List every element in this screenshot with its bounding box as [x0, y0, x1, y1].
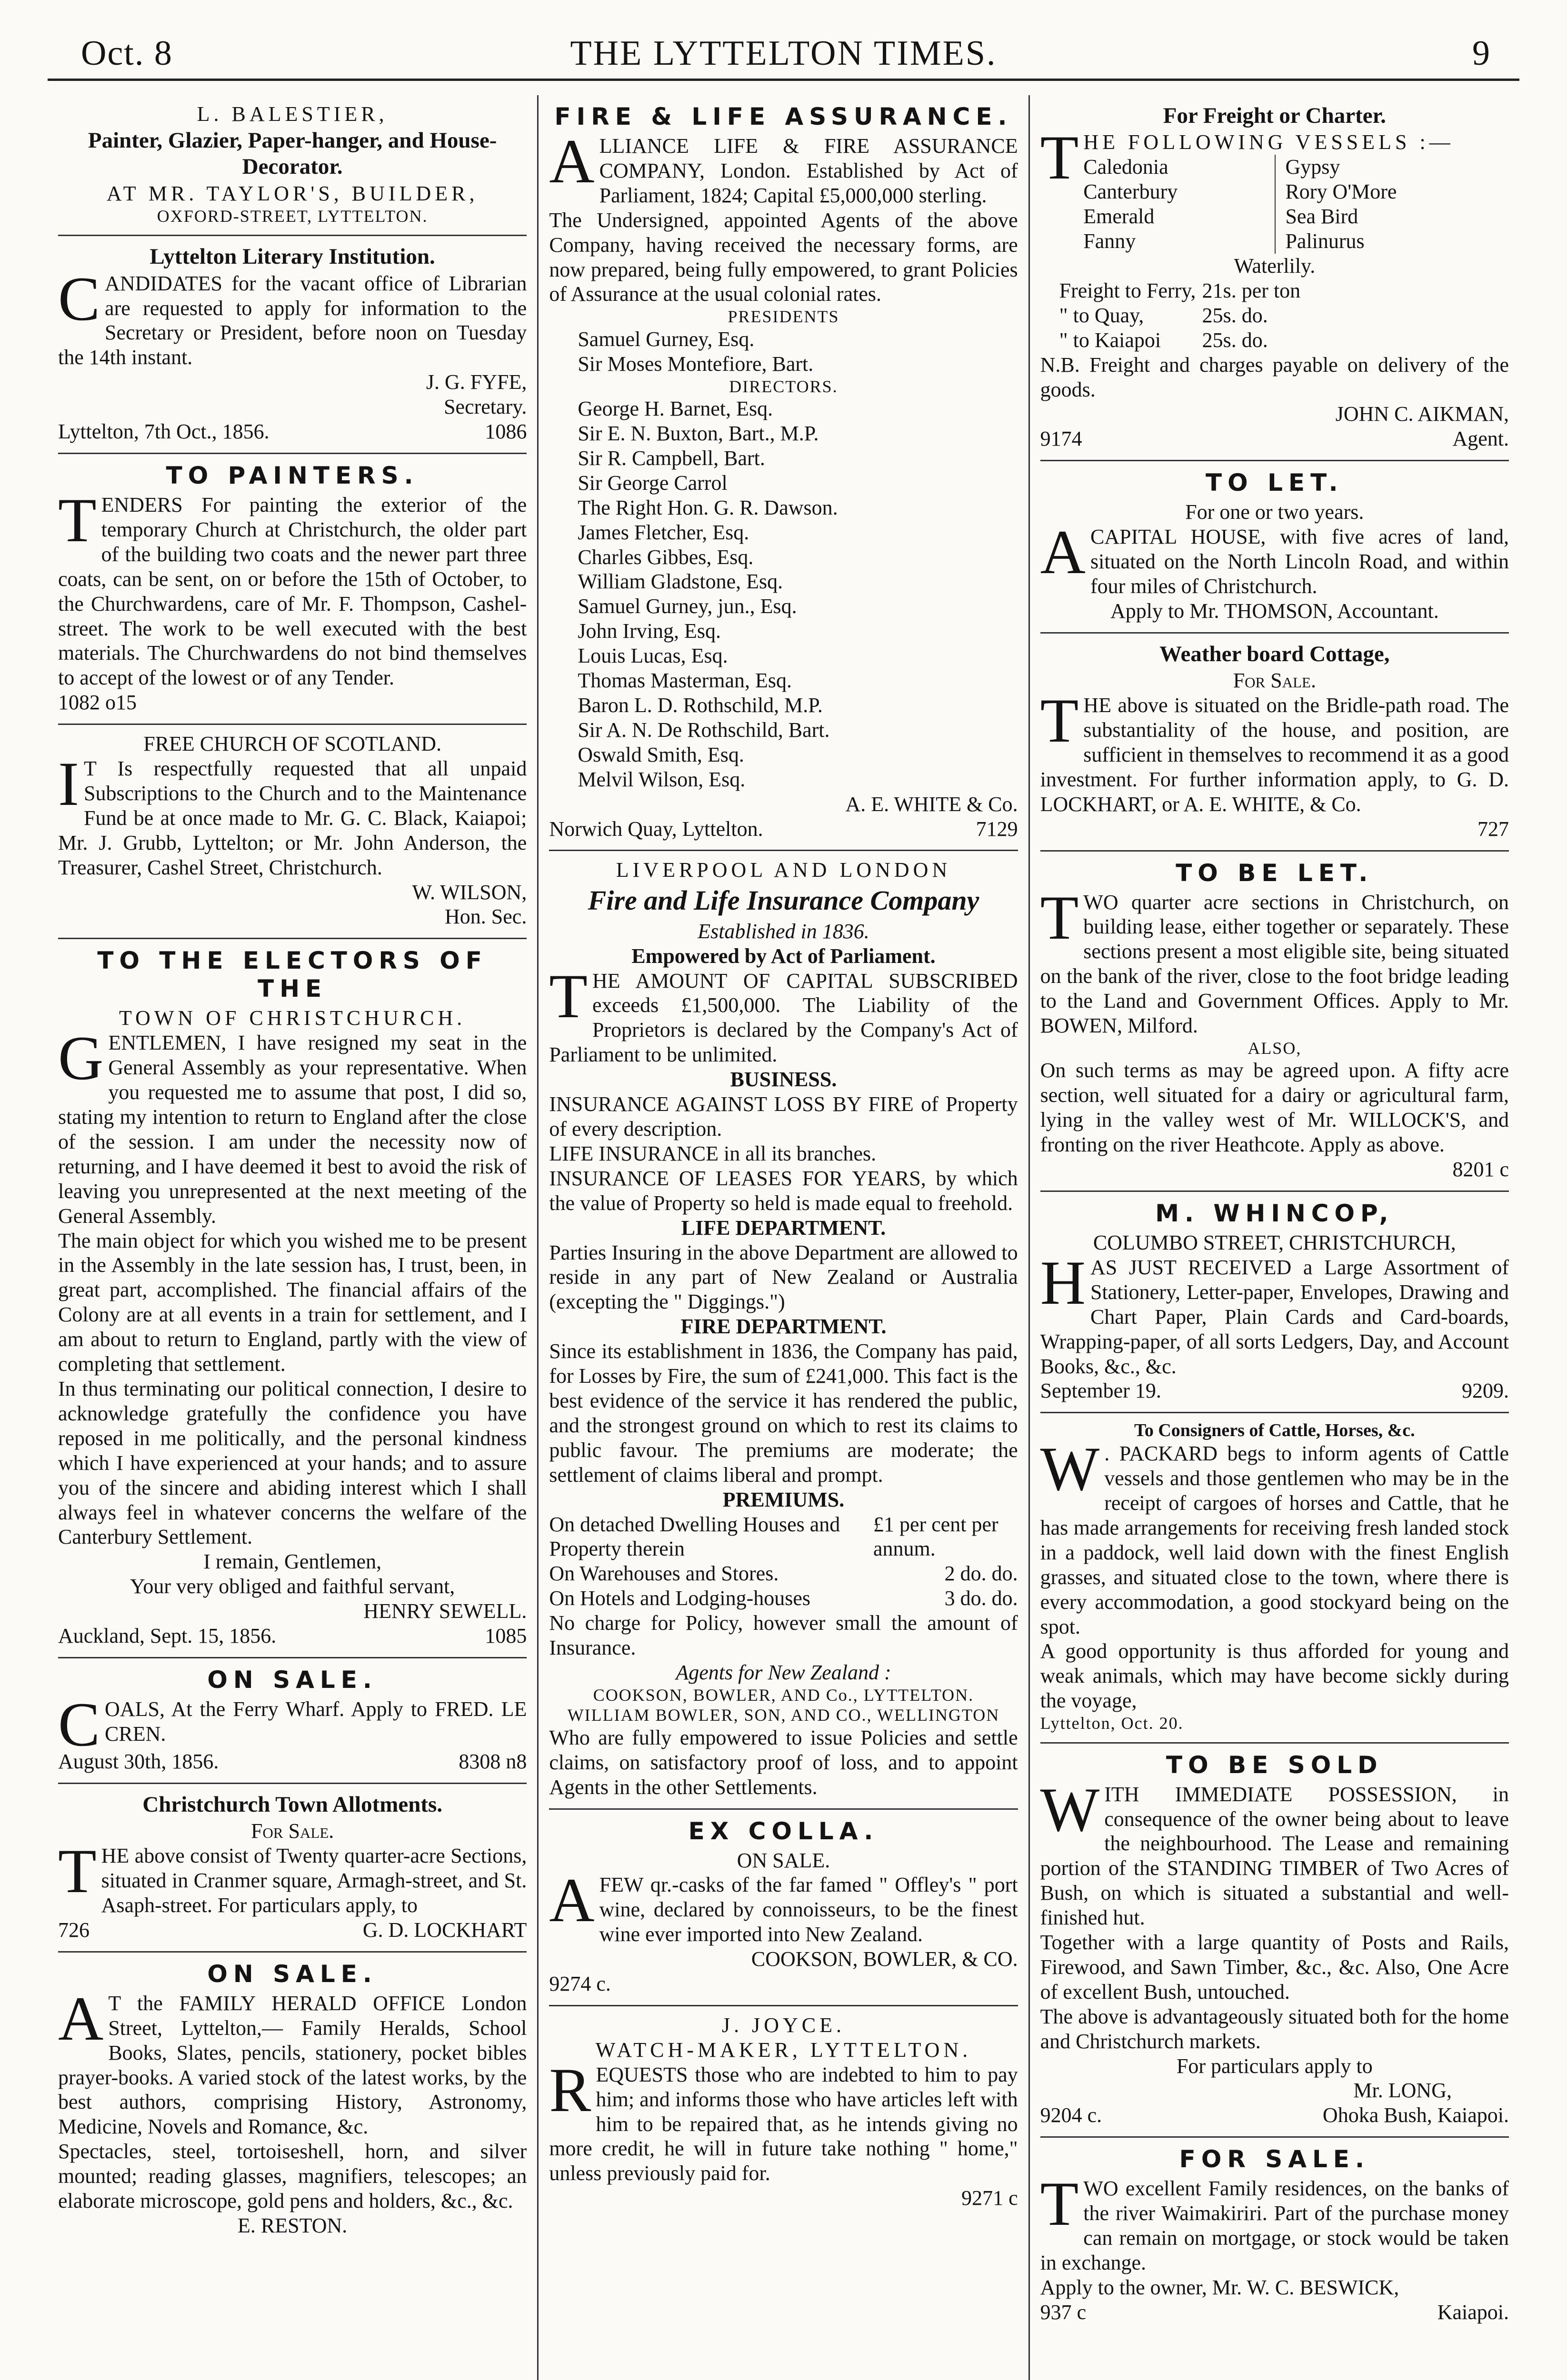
- director-name: Sir A. N. De Rothschild, Bart.: [578, 718, 830, 742]
- ad-subheading: For one or two years.: [1185, 500, 1364, 524]
- ad-signer: J. G. FYFE,: [426, 370, 527, 394]
- ad-body: OALS, At the Ferry Wharf. Apply to FRED. LE CREN.: [105, 1697, 527, 1745]
- ad-trade: Painter, Glazier, Paper-hanger, and House-Decorator.: [88, 128, 497, 179]
- drop-cap: T: [549, 961, 588, 1031]
- ad-body: T Is respectfully requested that all unpaid Subscriptions to the Church and to the Maintenance Fund be at once made to Mr. G. C. Black, Kaiapoi; Mr. J. Grubb, Lyttelton; or Mr. John Anderson, the Treasurer, Cashel Street, Christchurch.: [58, 757, 527, 879]
- newspaper-title: THE LYTTELTON TIMES.: [570, 34, 997, 73]
- vessel-name: Sea Bird: [1285, 205, 1358, 228]
- issue-date: Oct. 8: [81, 34, 173, 73]
- ad-freight-charter: [1040, 95, 1509, 461]
- drop-cap: H: [1040, 1247, 1086, 1318]
- ad-signer-title: Hon. Sec.: [445, 905, 527, 929]
- drop-cap: A: [549, 126, 595, 196]
- freight-rate: 25s. do.: [1202, 303, 1268, 327]
- vessel-name: Caledonia: [1083, 155, 1168, 179]
- ad-heading: ON SALE.: [207, 1666, 378, 1694]
- column-1: [48, 95, 537, 2380]
- ad-heading: FREE CHURCH OF SCOTLAND.: [143, 732, 442, 756]
- freight-route: " to Quay,: [1059, 303, 1144, 327]
- director-name: George H. Barnet, Esq.: [578, 397, 773, 421]
- drop-cap: R: [549, 2054, 591, 2125]
- ad-paragraph: Parties Insuring in the above Department are allowed to reside in any part of New Zealand or Australia (excepting the " Diggings."): [549, 1240, 1018, 1314]
- ad-place: Kaiapoi.: [1437, 2300, 1509, 2324]
- company-name: Fire and Life Insurance Company: [588, 885, 979, 916]
- ad-body: . PACKARD begs to inform agents of Cattle vessels and those gentlemen who may be in the receipt of cargoes of horses and Cattle, that he has made arrangements for receiving fresh landed stock in a paddock, well laid down with the finest English grasses, and situated close to the town, where there is every accommodation, a good stockyard being on the spot.: [1040, 1442, 1509, 1638]
- ad-empowered: Empowered by Act of Parliament.: [631, 944, 936, 968]
- ad-heading: ON SALE.: [207, 1960, 378, 1988]
- director-name: Thomas Masterman, Esq.: [578, 669, 792, 693]
- masthead: [48, 33, 1519, 81]
- ad-to-electors: [58, 939, 527, 1658]
- ad-ex-colla: [549, 1810, 1018, 2006]
- director-name: Sir E. N. Buxton, Bart., M.P.: [578, 422, 819, 445]
- ad-agent: A. E. WHITE & Co.: [845, 792, 1018, 816]
- ad-paragraph: Since its establishment in 1836, the Company has paid, for Losses by Fire, the sum of £241,000. This fact is the best evidence of the service it has rendered the public, and the strongest ground on which to rest its claims to public favour. The premiums are moderate; the settlement of claims liberal and prompt.: [549, 1339, 1018, 1487]
- drop-cap: T: [58, 1836, 97, 1906]
- agents-label: Agents for New Zealand :: [676, 1660, 891, 1684]
- business-item: INSURANCE OF LEASES FOR YEARS, by which the value of Property so held is made equal to freehold.: [549, 1166, 1018, 1215]
- ad-weatherboard-cottage: [1040, 634, 1509, 852]
- ad-to-be-let: [1040, 852, 1509, 1192]
- ad-for-sale: [1040, 2138, 1509, 2333]
- ad-date: September 19.: [1040, 1379, 1161, 1403]
- ad-liverpool-london: [549, 851, 1018, 1809]
- vessel-name: Waterlily.: [1234, 254, 1316, 278]
- vessel-name: Rory O'More: [1285, 180, 1397, 204]
- ad-subheading: For Sale.: [251, 1819, 334, 1843]
- vessel-name: Canterbury: [1083, 180, 1178, 204]
- ad-body: HE FOLLOWING VESSELS :—: [1083, 130, 1454, 154]
- drop-cap: C: [58, 1689, 100, 1759]
- ad-agent: G. D. LOCKHART: [362, 1918, 527, 1942]
- director-name: Louis Lucas, Esq.: [578, 644, 728, 668]
- ad-body: AS JUST RECEIVED a Large Assortment of Stationery, Letter-paper, Envelopes, Drawing and Chart Paper, Plain Cards and Card-boards, Wrapping-paper, of all sorts Ledgers, Day, and Account Books, &c., &c.: [1040, 1255, 1509, 1378]
- life-label: LIFE DEPARTMENT.: [681, 1216, 886, 1240]
- ad-ref: 937 c: [1040, 2300, 1087, 2324]
- ad-address: AT MR. TAYLOR'S, BUILDER,: [106, 181, 479, 205]
- director-name: Melvil Wilson, Esq.: [578, 767, 746, 791]
- ad-body: ANDIDATES for the vacant office of Librarian are requested to apply for information to the Secretary or President, before noon on Tuesday the 14th instant.: [58, 271, 527, 369]
- ad-paragraph: Who are fully empowered to issue Policies and settle claims, on satisfactory proof of loss, and to appoint Agents in the other Settlements.: [549, 1726, 1018, 1799]
- ad-free-church: [58, 725, 527, 939]
- business-label: BUSINESS.: [730, 1068, 837, 1091]
- ad-heading: Christchurch Town Allotments.: [142, 1792, 443, 1817]
- ad-alliance-assurance: [549, 95, 1018, 851]
- vessel-name: Fanny: [1083, 229, 1136, 253]
- drop-cap: T: [1040, 122, 1079, 193]
- ad-body: CAPITAL HOUSE, with five acres of land, situated on the North Lincoln Road, and within four miles of Christchurch.: [1090, 525, 1509, 598]
- drop-cap: A: [1040, 517, 1086, 587]
- ad-apply: Apply to the owner, Mr. W. C. BESWICK,: [1040, 2275, 1399, 2299]
- drop-cap: C: [58, 263, 100, 334]
- president-name: Sir Moses Montefiore, Bart.: [578, 352, 814, 376]
- vessel-name: Emerald: [1083, 205, 1155, 228]
- ad-ref: 9174: [1040, 427, 1082, 451]
- page-number: 9: [1472, 34, 1491, 73]
- ad-paragraph: The above is advantageously situated both for the home and Christchurch markets.: [1040, 2004, 1509, 2053]
- premium-item: On Warehouses and Stores.: [549, 1562, 779, 1586]
- ad-body: ENDERS For painting the exterior of the temporary Church at Christchurch, the older part of the building two coats and the newer part three coats, can be sent, on or before the 15th of October, to the Churchwardens, care of Mr. F. Thompson, Cashel-street. The work to be well executed with the best materials. The Churchwardens do not bind themselves to accept of the lowest or of any Tender.: [58, 493, 527, 690]
- directors-label: DIRECTORS.: [729, 377, 838, 396]
- ad-date: Auckland, Sept. 15, 1856.: [58, 1624, 277, 1648]
- ad-heading: TO LET.: [1206, 469, 1344, 497]
- ad-paragraph: A good opportunity is thus afforded for young and weak animals, which may have become sickly during the voyage,: [1040, 1639, 1509, 1713]
- ad-ref: 9274 c.: [549, 1972, 611, 1996]
- ad-whincop: [1040, 1192, 1509, 1413]
- ad-paragraph: On such terms as may be agreed upon. A fifty acre section, well situated for a dairy or agricultural farm, lying in the valley west of Mr. WILLOCK'S, and fronting on the river Heathcote. Apply as above.: [1040, 1059, 1509, 1157]
- director-name: Sir R. Campbell, Bart.: [578, 446, 765, 470]
- ad-body: EQUESTS those who are indebted to him to pay him; and informs those who have articles left with him to be repaired that, as he intends giving no more credit, he will in future take nothing " home," unless previously paid for.: [549, 2063, 1018, 2185]
- ad-paragraph: No charge for Policy, however small the amount of Insurance.: [549, 1611, 1018, 1660]
- ad-closing: I remain, Gentlemen,: [203, 1550, 382, 1574]
- ad-to-let: [1040, 461, 1509, 634]
- ad-subheading: ON SALE.: [737, 1848, 830, 1872]
- business-item: LIFE INSURANCE in all its branches.: [549, 1141, 877, 1165]
- director-name: Sir George Carrol: [578, 471, 728, 495]
- ad-signer: HENRY SEWELL.: [363, 1599, 527, 1623]
- ad-paragraph: The main object for which you wished me to be present in the Assembly in the late session has, I trust, been, in great part, accomplished. The financial affairs of the Colony are at all events in a train for settlement, and I am about to return to England, partly with the view of completing that settlement.: [58, 1229, 527, 1376]
- ad-agent: COOKSON, BOWLER, & CO.: [751, 1947, 1018, 1971]
- ad-heading: TO THE ELECTORS OF THE: [97, 947, 488, 1003]
- business-item: INSURANCE AGAINST LOSS BY FIRE of Property of every description.: [549, 1092, 1018, 1140]
- director-name: Samuel Gurney, jun., Esq.: [578, 595, 797, 618]
- ad-date: Lyttelton, Oct. 20.: [1040, 1714, 1184, 1733]
- ad-paragraph: Together with a large quantity of Posts and Rails, Firewood, and Sawn Timber, &c., &c. Also, One Acre of excellent Bush, untouched.: [1040, 1931, 1509, 2003]
- ad-signer: E. RESTON.: [238, 2214, 348, 2237]
- ad-closing: Your very obliged and faithful servant,: [130, 1575, 455, 1598]
- ad-signer: JOHN C. AIKMAN,: [1335, 402, 1509, 426]
- ad-date: August 30th, 1856.: [58, 1749, 219, 1773]
- ad-family-herald: [58, 1953, 527, 2247]
- vessel-list: [1083, 155, 1509, 254]
- ad-subheading: WATCH-MAKER, LYTTELTON.: [595, 2038, 972, 2062]
- ad-heading: FIRE & LIFE ASSURANCE.: [554, 103, 1013, 130]
- drop-cap: A: [58, 1983, 104, 2053]
- ad-literary-institution: [58, 236, 527, 454]
- director-name: Oswald Smith, Esq.: [578, 743, 744, 766]
- ad-established: Established in 1836.: [698, 919, 869, 943]
- ad-body: WO quarter acre sections in Christchurch, on building lease, either together or separately. These sections present a most eligible site, being situated on the bank of the river, close to the foot bridge leading to the Land and Government Offices. Apply to Mr. BOWEN, Milford.: [1040, 890, 1509, 1038]
- presidents-label: PRESIDENTS: [728, 307, 839, 327]
- ad-name: L. BALESTIER,: [197, 102, 388, 126]
- ad-ref: 9209.: [1461, 1379, 1509, 1403]
- column-2: [537, 95, 1028, 2380]
- ad-date: Lyttelton, 7th Oct., 1856.: [58, 420, 269, 444]
- premium-item: On detached Dwelling Houses and Property therein: [549, 1512, 840, 1561]
- ad-body: HE AMOUNT OF CAPITAL SUBSCRIBED exceeds £1,500,000. The Liability of the Proprietors is declared by the Company's Act of Parliament to be unlimited.: [549, 969, 1018, 1067]
- ad-ref: 1085: [485, 1624, 527, 1648]
- column-3: [1028, 95, 1519, 2380]
- drop-cap: G: [58, 1023, 104, 1093]
- ad-agent: COOKSON, BOWLER, AND Co., LYTTELTON.: [593, 1685, 974, 1705]
- freight-rate: 21s. per ton: [1202, 278, 1301, 302]
- ad-place: Ohoka Bush, Kaiapoi.: [1322, 2103, 1509, 2127]
- fire-label: FIRE DEPARTMENT.: [680, 1315, 887, 1339]
- drop-cap: T: [1040, 685, 1079, 756]
- ad-heading: To Consigners of Cattle, Horses, &c.: [1134, 1420, 1415, 1441]
- ad-apply: For particulars apply to: [1176, 2054, 1373, 2078]
- ad-street: OXFORD-STREET, LYTTELTON.: [157, 206, 428, 226]
- ad-ref: 1086: [485, 420, 527, 444]
- ad-paragraph: The Undersigned, appointed Agents of the above Company, having received the necessary forms, are now prepared, being fully empowered, to grant Policies of Assurance at the usual colonial rates.: [549, 208, 1018, 306]
- premium-rate: £1 per cent per annum.: [873, 1512, 998, 1561]
- director-name: John Irving, Esq.: [578, 619, 721, 643]
- ad-town-allotments: [58, 1784, 527, 1953]
- ad-heading: EX COLLA.: [688, 1817, 879, 1845]
- ad-to-be-sold: [1040, 1744, 1509, 2138]
- ad-ref: 8201 c: [1452, 1158, 1509, 1181]
- ad-subheading: For Sale.: [1233, 669, 1316, 693]
- premiums-label: PREMIUMS.: [722, 1488, 845, 1511]
- president-name: Samuel Gurney, Esq.: [578, 327, 755, 351]
- premium-rate: 3 do. do.: [944, 1587, 1018, 1610]
- ad-note: N.B. Freight and charges payable on delivery of the goods.: [1040, 353, 1509, 401]
- ad-body: ENTLEMEN, I have resigned my seat in the General Assembly as your representative. When you requested me to assume that post, I did so, stating my intention to return to England after the close of the session. I am under the necessity now of returning, and I have deemed it best to avoid the risk of leaving you unrepresented at the next meeting of the General Assembly.: [58, 1031, 527, 1228]
- drop-cap: W: [1040, 1434, 1100, 1504]
- ad-ref: 9271 c: [961, 2186, 1018, 2210]
- drop-cap: A: [549, 1865, 595, 1935]
- freight-route: " to Kaiapoi: [1059, 328, 1161, 352]
- drop-cap: T: [1040, 2169, 1079, 2239]
- drop-cap: I: [58, 749, 79, 819]
- ad-to-painters: [58, 454, 527, 725]
- ad-place: Norwich Quay, Lyttelton.: [549, 817, 763, 841]
- ad-heading: Lyttelton Literary Institution.: [150, 244, 435, 269]
- director-name: James Fletcher, Esq.: [578, 520, 749, 544]
- ad-subheading: COLUMBO STREET, CHRISTCHURCH,: [1093, 1231, 1456, 1254]
- ad-ref: 1082 o15: [58, 691, 137, 714]
- ad-body: LLIANCE LIFE & FIRE ASSURANCE COMPANY, London. Established by Act of Parliament, 1824; Capital £5,000,000 sterling.: [599, 134, 1018, 207]
- freight-rate: 25s. do.: [1202, 328, 1268, 352]
- ad-ref: 9204 c.: [1040, 2103, 1102, 2127]
- premium-item: On Hotels and Lodging-houses: [549, 1587, 811, 1610]
- ad-heading: For Freight or Charter.: [1163, 103, 1386, 128]
- ad-joyce: [549, 2006, 1018, 2219]
- freight-route: Freight to Ferry,: [1059, 278, 1196, 302]
- premium-rate: 2 do. do.: [944, 1562, 1018, 1586]
- ad-subheading: TOWN OF CHRISTCHURCH.: [119, 1006, 466, 1030]
- ad-body: HE above is situated on the Bridle-path road. The substantiality of the house, and position, are sufficient in themselves to recommend it as a good investment. For further information apply, to G. D. LOCKHART, or A. E. WHITE, & Co.: [1040, 694, 1509, 816]
- ad-heading: TO BE SOLD: [1166, 1751, 1383, 1779]
- ad-body: HE above consist of Twenty quarter-acre Sections, situated in Cranmer square, Armagh-street, and St. Asaph-street. For particulars apply, to: [101, 1844, 527, 1917]
- ad-heading: Weather board Cottage,: [1159, 641, 1390, 666]
- ad-heading: M. WHINCOP,: [1155, 1200, 1394, 1227]
- ad-signer-title: Secretary.: [444, 395, 527, 419]
- ad-also: ALSO,: [1248, 1039, 1302, 1058]
- vessel-name: Gypsy: [1285, 155, 1340, 179]
- ad-heading: J. JOYCE.: [721, 2013, 845, 2037]
- ad-signer: W. WILSON,: [412, 880, 527, 904]
- ad-body: WO excellent Family residences, on the banks of the river Waimakiriri. Part of the purchase money can remain on mortgage, or stock would be taken in exchange.: [1040, 2177, 1509, 2275]
- director-name: The Right Hon. G. R. Dawson.: [578, 496, 838, 519]
- ad-heading: TO PAINTERS.: [166, 461, 419, 489]
- director-name: William Gladstone, Esq.: [578, 570, 783, 594]
- ad-agent: WILLIAM BOWLER, SON, AND CO., WELLINGTON: [567, 1706, 1000, 1725]
- ad-signer-title: Agent.: [1452, 427, 1509, 451]
- drop-cap: T: [1040, 882, 1079, 952]
- ad-signer: Mr. LONG,: [1353, 2079, 1452, 2102]
- ad-heading: TO BE LET.: [1176, 859, 1374, 887]
- ad-body: ITH IMMEDIATE POSSESSION, in consequence of the owner being about to leave the neighbourhood. The Lease and remaining portion of the STANDING TIMBER of Two Acres of Bush, on which is situated a substantial and well-finished hut.: [1040, 1782, 1509, 1930]
- drop-cap: W: [1040, 1774, 1100, 1844]
- ad-apply: Apply to Mr. THOMSON, Accountant.: [1110, 599, 1439, 623]
- ad-heading: LIVERPOOL AND LONDON: [616, 858, 951, 882]
- ad-packard: [1040, 1413, 1509, 1743]
- ad-ref: 7129: [976, 817, 1018, 841]
- ad-ref: 8308 n8: [459, 1749, 527, 1773]
- ad-body: T the FAMILY HERALD OFFICE London Street, Lyttelton,— Family Heralds, School Books, Slates, pencils, stationery, pocket bibles prayer-books. A varied stock of the latest works, by the best authors, comprising History, Astronomy, Medicine, Novels and Romance, &c.: [58, 1991, 527, 2139]
- vessel-name: Palinurus: [1285, 229, 1365, 253]
- director-name: Charles Gibbes, Esq.: [578, 545, 754, 569]
- ad-heading: FOR SALE.: [1179, 2145, 1370, 2173]
- ad-coals-on-sale: [58, 1658, 527, 1784]
- ad-paragraph: In thus terminating our political connection, I desire to acknowledge gratefully the confidence you have reposed in me politically, and the personal kindness which I have experienced at your hands; and to assure you of the sincere and abiding interest which I shall always feel in whatever concerns the welfare of the Canterbury Settlement.: [58, 1377, 527, 1549]
- ad-paragraph: Spectacles, steel, tortoiseshell, horn, and silver mounted; reading glasses, magnifiers, telescopes; an elaborate microscope, gold pens and holders, &c., &c.: [58, 2140, 527, 2213]
- drop-cap: T: [58, 485, 97, 555]
- director-name: Baron L. D. Rothschild, M.P.: [578, 693, 823, 717]
- ad-body: FEW qr.-casks of the far famed " Offley's " port wine, declared by connoisseurs, to be the finest wine ever imported into New Zealand.: [599, 1873, 1018, 1946]
- ad-ref: 727: [1477, 817, 1509, 841]
- ad-balestier: [58, 95, 527, 236]
- ad-ref: 726: [58, 1918, 90, 1942]
